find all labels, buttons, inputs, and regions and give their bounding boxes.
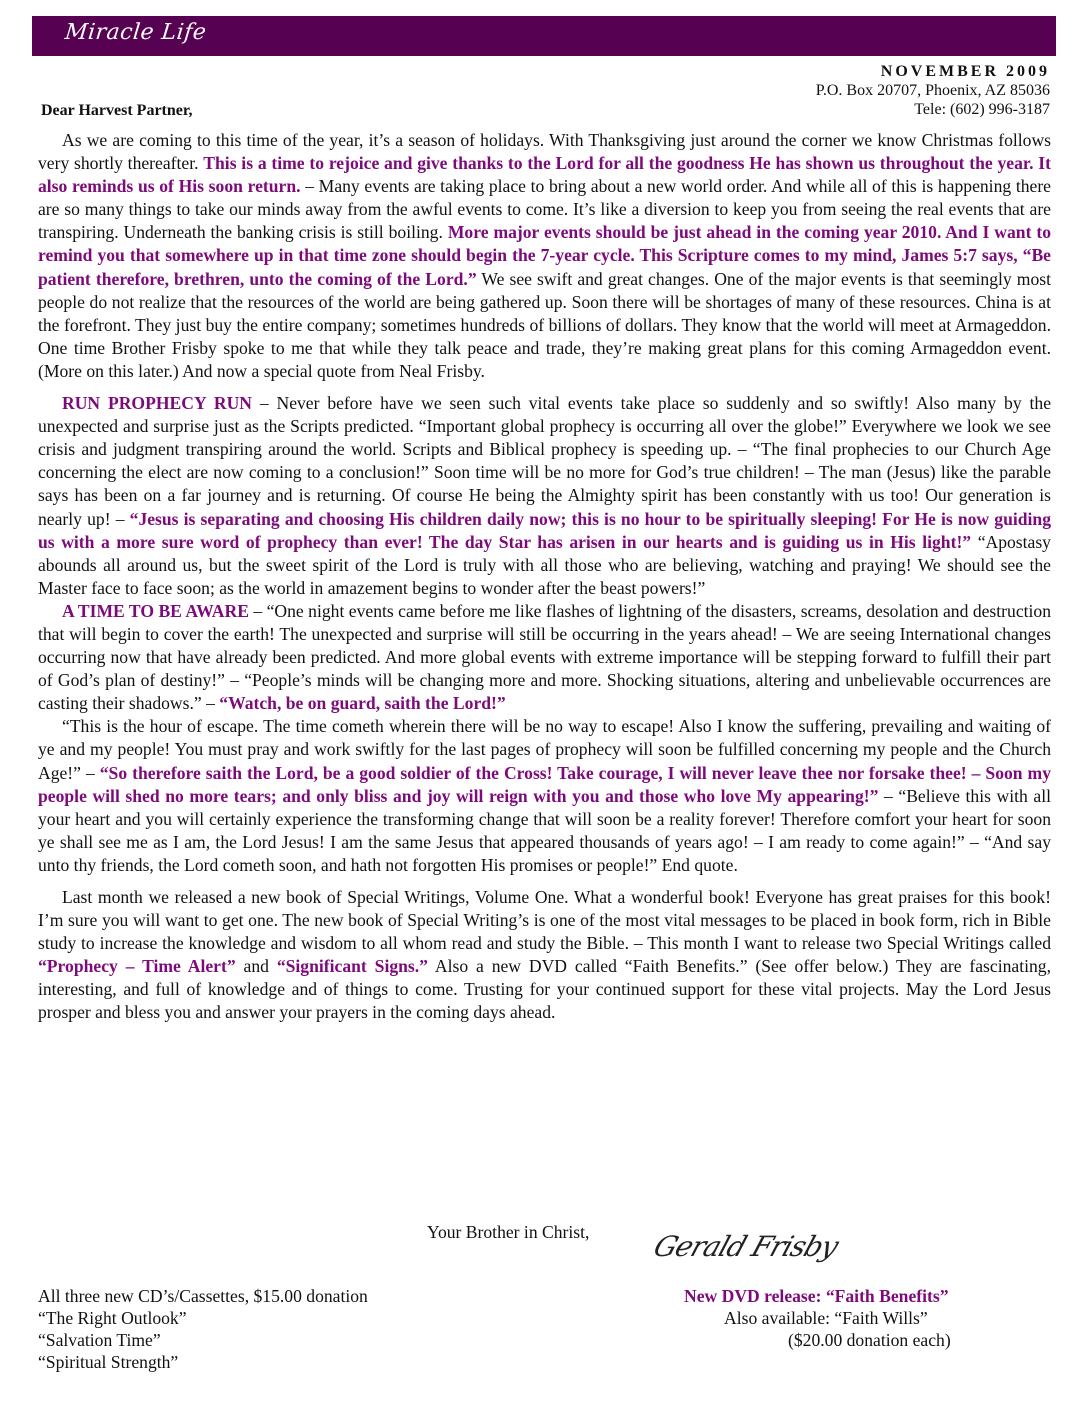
letter-paragraph <box>38 886 1051 1025</box>
cd-title: “Spiritual Strength” <box>38 1352 179 1372</box>
paragraph-text: We see swift and great changes. One of the major events is that seemingly most people do not realize that the resources of the world are being gathered up. Soon there will be shortages of many of these resources. China is at the forefront. They just buy the entire company; sometimes hundreds of billions of dollars. They know that the world will meet at Armageddon. One time Brother Frisby spoke to me that while they talk peace and trade, they’re making great plans for this coming Armageddon event. (More on this later.) And now a special quote from Neal Frisby. <box>38 268 1051 381</box>
dvd-also-available: Also available: “Faith Wills” <box>724 1308 928 1328</box>
letter-paragraph <box>38 129 1051 383</box>
letter-body <box>38 129 1051 1025</box>
dvd-offer-heading: New DVD release: “Faith Benefits” <box>684 1286 949 1306</box>
paragraph-text: – “Believe this with all your heart and you will certainly experience the transforming change that will soon be a reality forever! Therefore comfort your heart for soon ye shall see me as I am, the Lord Jesus! I am the same Jesus that appeared thousands of years ago! – I am ready to come again!” – “And say unto thy friends, the Lord cometh soon, and hath not forgotten His promises or people!” End quote. <box>38 785 1051 875</box>
phone-number: Tele: (602) 996-3187 <box>914 101 1050 118</box>
paragraph-text: – Many events are taking place to bring about a new world order. And while all of this is happening there are so many things to take our minds away from the awful events to come. It’s like a diversion to keep you from seeing the real events that are transpiring. Underneath the banking crisis is still boiling. <box>38 176 1051 243</box>
highlighted-text: A TIME TO BE AWARE <box>62 600 249 621</box>
masthead-banner <box>32 16 1056 56</box>
newsletter-title: Miracle Life <box>63 20 208 45</box>
highlighted-text: “Watch, be on guard, saith the Lord!” <box>219 693 506 714</box>
letter-paragraph <box>38 392 1051 600</box>
highlighted-text: “Prophecy – Time Alert” <box>38 956 236 977</box>
cd-title: “Salvation Time” <box>38 1330 161 1350</box>
mailing-address: P.O. Box 20707, Phoenix, AZ 85036 <box>815 82 1050 99</box>
dvd-price: ($20.00 donation each) <box>788 1330 951 1350</box>
highlighted-text: “Significant Signs.” <box>276 956 428 977</box>
header-info <box>816 62 1050 119</box>
letter-paragraph <box>38 600 1051 715</box>
paragraph-text: – “One night events came before me like flashes of lightning of the disasters, screams, desolation and destruction that will begin to cover the earth! The unexpected and surprise will still be occurring in the years ahead! – We are seeing International changes occurring now that have already been predicted. And more global events with extreme importance will be stepping forward to fulfill their part of God’s plan of destiny!” – “People’s minds will be changing more and more. Shocking situations, altering and unbelievable occurrences are casting their shadows.” – <box>38 600 1051 714</box>
paragraph-text: Also a new DVD called “Faith Benefits.” (See offer below.) They are fascinating, interesting, and full of knowledge and of things to come. Trusting for your continued support for these vital projects. May the Lord Jesus prosper and bless you and answer your prayers in the coming days ahead. <box>38 956 1051 1023</box>
highlighted-text: This is a time to rejoice and give thanks to the Lord for all the goodness He has shown us throughout the year. It also reminds us of His soon return. <box>38 153 1051 197</box>
salutation: Dear Harvest Partner, <box>41 102 193 119</box>
cd-offer-heading: All three new CD’s/Cassettes, $15.00 donation <box>38 1286 368 1306</box>
cd-title: “The Right Outlook” <box>38 1308 187 1328</box>
signature: Gerald Frisby <box>649 1230 843 1263</box>
highlighted-text: RUN PROPHECY RUN <box>62 393 252 414</box>
highlighted-text: “Jesus is separating and choosing His children daily now; this is no hour to be spiritually sleeping! For He is now guiding us with a more sure word of prophecy than ever! The day Star has arisen in our hearts and is guiding us in His light!” <box>38 508 1052 552</box>
highlighted-text: “So therefore saith the Lord, be a good soldier of the Cross! Take courage, I will never leave thee nor forsake thee! – Soon my people will shed no more tears; and only bliss and joy will reign with you and those who love My appearing!” <box>38 762 1052 806</box>
issue-date: NOVEMBER 2009 <box>880 63 1050 80</box>
paragraph-text: Last month we released a new book of Special Writings, Volume One. What a wonderful book! Everyone has great praises for this book! I’m sure you will want to get one. The new book of Special Writing’s is one of the most vital messages to be placed in book form, rich in Bible study to increase the knowledge and wisdom to all whom read and study the Bible. – This month I want to release two Special Writings called <box>38 887 1051 954</box>
paragraph-text: “Apostasy abounds all around us, but the sweet spirit of the Lord is truly with all those who are believing, watching and praying! We should see the Master face to face soon; as the world in amazement begins to wonder after the beast powers!” <box>38 531 1051 598</box>
letter-paragraph <box>38 715 1051 877</box>
paragraph-text: “This is the hour of escape. The time cometh wherein there will be no way to escape! Also I know the suffering, prevailing and waiting of ye and my people! You must pray and work swiftly for the last pages of prophecy will soon be fulfilled concerning my people and the Church Age!” – <box>38 716 1051 783</box>
paragraph-text: – Never before have we seen such vital events take place so suddenly and so swiftly! Also many by the unexpected and surprise just as the Scripts predicted. “Important global prophecy is occurring all over the globe!” Everywhere we look we see crisis and judgment transpiring around the world. Scripts and Biblical prophecy is speeding up. – “The final prophecies to our Church Age concerning the elect are now coming to a conclusion!” Soon time will be no more for God’s true children! – The man (Jesus) like the parable says has been on a far journey and is returning. Of course He being the Almighty spirit has been constantly with us too! Our generation is nearly up! – <box>38 393 1051 529</box>
highlighted-text: More major events should be just ahead in the coming year 2010. And I want to remind you that somewhere up in that time zone should begin the 7-year cycle. This Scripture comes to my mind, James 5:7 says, “Be patient therefore, brethren, unto the coming of the Lord.” <box>38 222 1052 289</box>
paragraph-text: As we are coming to this time of the year, it’s a season of holidays. With Thanksgiving just around the corner we know Christmas follows very shortly thereafter. <box>38 130 1051 174</box>
closing-line: Your Brother in Christ, <box>427 1222 590 1242</box>
cd-offer <box>38 1285 368 1373</box>
paragraph-text: and <box>235 956 277 977</box>
